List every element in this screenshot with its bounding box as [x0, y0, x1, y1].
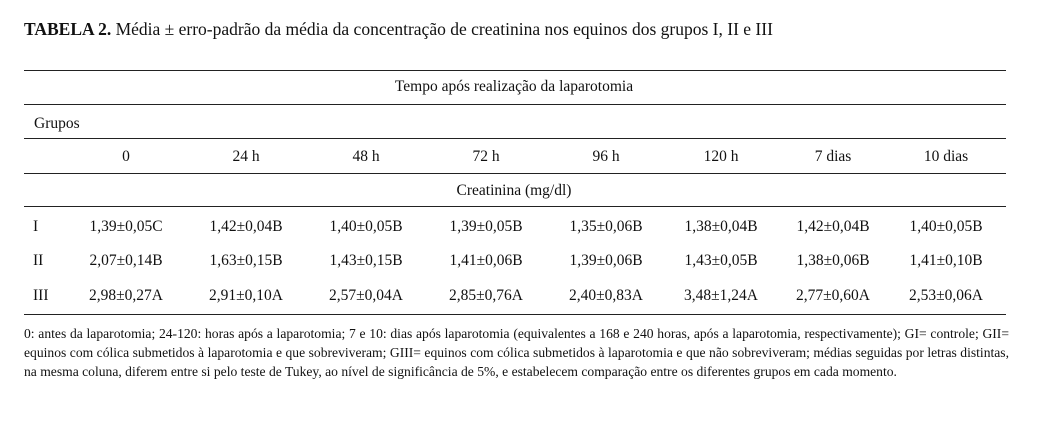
divider-rule — [24, 138, 1006, 139]
time-col-header: 120 h — [703, 148, 739, 165]
data-cell: 1,39±0,05C — [89, 218, 163, 235]
caption-label: TABELA 2. — [24, 19, 112, 39]
divider-rule — [24, 206, 1006, 207]
caption-text: Média ± erro-padrão da média da concentração de creatinina nos equinos dos grupos I, II e III — [111, 19, 773, 39]
divider-rule — [24, 104, 1006, 105]
table-top-rule — [24, 70, 1006, 71]
table-bottom-rule — [24, 314, 1006, 315]
data-cell: 2,85±0,76A — [449, 287, 523, 304]
data-cell: 1,42±0,04B — [796, 218, 870, 235]
time-col-header: 96 h — [592, 148, 620, 165]
data-cell: 1,38±0,06B — [796, 252, 870, 269]
data-cell: 2,77±0,60A — [796, 287, 870, 304]
data-cell: 2,53±0,06A — [909, 287, 983, 304]
data-cell: 1,43±0,05B — [684, 252, 758, 269]
time-col-header: 48 h — [352, 148, 380, 165]
data-cell: 2,57±0,04A — [329, 287, 403, 304]
data-cell: 1,63±0,15B — [209, 252, 283, 269]
data-cell: 1,35±0,06B — [569, 218, 643, 235]
data-cell: 1,39±0,06B — [569, 252, 643, 269]
data-cell: 1,42±0,04B — [209, 218, 283, 235]
data-cell: 3,48±1,24A — [684, 287, 758, 304]
data-cell: 1,43±0,15B — [329, 252, 403, 269]
data-cell: 1,40±0,05B — [329, 218, 403, 235]
data-cell: 2,91±0,10A — [209, 287, 283, 304]
table-caption — [24, 19, 773, 40]
data-cell: 2,98±0,27A — [89, 287, 163, 304]
data-cell: 1,38±0,04B — [684, 218, 758, 235]
measure-header: Creatinina (mg/dl) — [456, 182, 572, 199]
groups-header: Grupos — [34, 115, 80, 132]
time-col-header: 24 h — [232, 148, 260, 165]
divider-rule — [24, 173, 1006, 174]
data-cell: 2,07±0,14B — [89, 252, 163, 269]
group-label: III — [33, 287, 49, 304]
group-label: II — [33, 252, 44, 269]
time-col-header: 10 dias — [923, 148, 969, 165]
data-cell: 1,39±0,05B — [449, 218, 523, 235]
table-footnote: 0: antes da laparotomia; 24-120: horas após a laparotomia; 7 e 10: dias após laparotomia (equivalentes a 168 e 240 horas, após a laparotomia, respectivamente); GI= controle; GII= equinos com cólica submetidos à laparotomia e que sobreviveram; GIII= equinos com cólica submetidos à laparotomia e que não sobreviveram; médias seguidas por letras distintas, na mesma coluna, diferem entre si pelo teste de Tukey, ao nível de significância de 5%, e estabelecem comparação entre os diferentes grupos em cada momento. — [24, 326, 1009, 380]
time-header: Tempo após realização da laparotomia — [394, 78, 634, 95]
data-cell: 2,40±0,83A — [569, 287, 643, 304]
data-cell: 1,41±0,06B — [449, 252, 523, 269]
time-col-header: 72 h — [472, 148, 500, 165]
data-cell: 1,41±0,10B — [909, 252, 983, 269]
data-cell: 1,40±0,05B — [909, 218, 983, 235]
time-col-header: 7 dias — [814, 148, 852, 165]
group-label: I — [33, 218, 39, 235]
time-col-header: 0 — [122, 148, 130, 165]
